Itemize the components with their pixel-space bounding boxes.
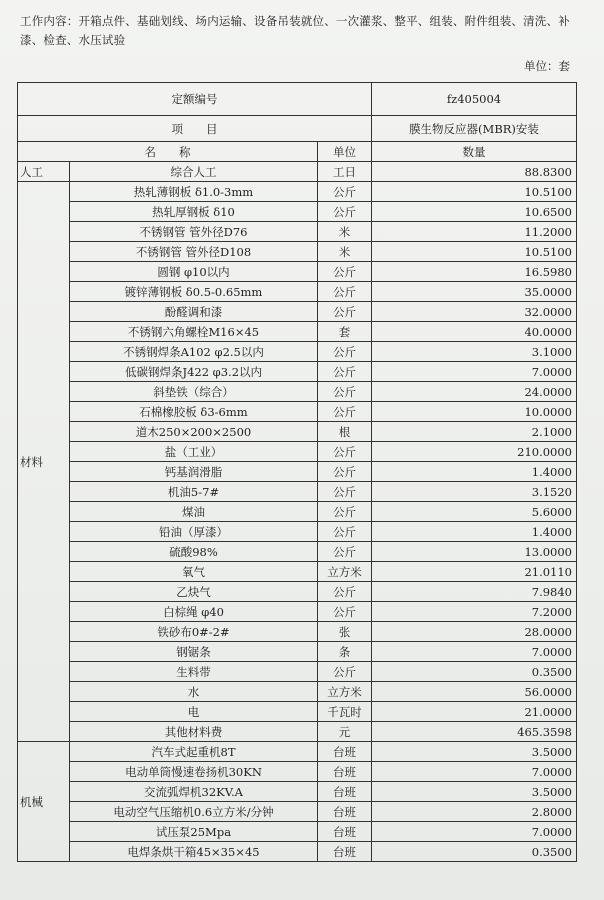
row-unit: 套 xyxy=(318,322,372,342)
row-name: 不锈钢管 管外径D76 xyxy=(70,222,318,242)
row-unit: 千瓦时 xyxy=(318,702,372,722)
column-header-name: 名 称 xyxy=(18,142,318,162)
row-unit: 公斤 xyxy=(318,542,372,562)
row-unit: 台班 xyxy=(318,782,372,802)
table-row xyxy=(18,362,577,382)
unit-label: 单位：套 xyxy=(524,59,570,73)
row-name: 热轧薄钢板 δ1.0-3mm xyxy=(70,182,318,202)
row-qty: 0.3500 xyxy=(372,842,577,862)
row-name: 热轧厚钢板 δ10 xyxy=(70,202,318,222)
row-qty: 32.0000 xyxy=(372,302,577,322)
table-row xyxy=(18,242,577,262)
row-unit: 公斤 xyxy=(318,662,372,682)
row-qty: 0.3500 xyxy=(372,662,577,682)
row-qty: 10.0000 xyxy=(372,402,577,422)
column-header-unit: 单位 xyxy=(318,142,372,162)
row-qty: 21.0000 xyxy=(372,702,577,722)
row-unit: 公斤 xyxy=(318,442,372,462)
row-qty: 7.2000 xyxy=(372,602,577,622)
table-row xyxy=(18,502,577,522)
row-name: 电焊条烘干箱45×35×45 xyxy=(70,842,318,862)
category-labor: 人工 xyxy=(18,162,70,182)
row-unit: 台班 xyxy=(318,842,372,862)
row-name: 硫酸98% xyxy=(70,542,318,562)
row-name: 机油5-7# xyxy=(70,482,318,502)
row-qty: 21.0110 xyxy=(372,562,577,582)
row-unit: 根 xyxy=(318,422,372,442)
table-row xyxy=(18,442,577,462)
row-unit: 条 xyxy=(318,642,372,662)
row-qty: 10.5100 xyxy=(372,242,577,262)
row-unit: 公斤 xyxy=(318,482,372,502)
row-qty: 1.4000 xyxy=(372,522,577,542)
item-row xyxy=(18,116,577,142)
table-row xyxy=(18,622,577,642)
row-name: 盐（工业） xyxy=(70,442,318,462)
row-name: 生料带 xyxy=(70,662,318,682)
table-row xyxy=(18,822,577,842)
row-unit: 公斤 xyxy=(318,502,372,522)
table-row xyxy=(18,542,577,562)
row-qty: 2.8000 xyxy=(372,802,577,822)
row-unit: 米 xyxy=(318,222,372,242)
row-name: 乙炔气 xyxy=(70,582,318,602)
row-unit: 台班 xyxy=(318,762,372,782)
row-unit: 公斤 xyxy=(318,522,372,542)
table-row xyxy=(18,302,577,322)
work-content-text: 工作内容：开箱点件、基础划线、场内运输、设备吊装就位、一次灌浆、整平、组装、附件组装、清洗、补漆、检查、水压试验 xyxy=(20,14,570,47)
row-name: 白棕绳 φ40 xyxy=(70,602,318,622)
row-unit: 立方米 xyxy=(318,562,372,582)
row-name: 不锈钢管 管外径D108 xyxy=(70,242,318,262)
row-name: 电 xyxy=(70,702,318,722)
quota-number-value: fz405004 xyxy=(372,83,577,116)
row-name: 低碳钢焊条J422 φ3.2以内 xyxy=(70,362,318,382)
table-row xyxy=(18,402,577,422)
row-unit: 台班 xyxy=(318,822,372,842)
row-qty: 210.0000 xyxy=(372,442,577,462)
table-row xyxy=(18,202,577,222)
row-unit: 公斤 xyxy=(318,202,372,222)
row-name: 其他材料费 xyxy=(70,722,318,742)
row-unit: 米 xyxy=(318,242,372,262)
table-row xyxy=(18,682,577,702)
quota-table xyxy=(17,82,577,862)
row-unit: 元 xyxy=(318,722,372,742)
quota-number-label: 定额编号 xyxy=(18,83,372,116)
table-row xyxy=(18,262,577,282)
row-name: 钢锯条 xyxy=(70,642,318,662)
item-value: 膜生物反应器(MBR)安装 xyxy=(372,116,577,142)
row-unit: 公斤 xyxy=(318,262,372,282)
table-row xyxy=(18,382,577,402)
row-unit: 公斤 xyxy=(318,342,372,362)
table-row xyxy=(18,782,577,802)
row-name: 煤油 xyxy=(70,502,318,522)
row-name: 铅油（厚漆） xyxy=(70,522,318,542)
row-unit: 台班 xyxy=(318,802,372,822)
row-qty: 3.1520 xyxy=(372,482,577,502)
row-name: 斜垫铁（综合） xyxy=(70,382,318,402)
table-row xyxy=(18,642,577,662)
row-qty: 7.0000 xyxy=(372,642,577,662)
row-qty: 10.5100 xyxy=(372,182,577,202)
column-header-row xyxy=(18,142,577,162)
row-name: 石棉橡胶板 δ3-6mm xyxy=(70,402,318,422)
row-qty: 7.9840 xyxy=(372,582,577,602)
row-name: 试压泵25Mpa xyxy=(70,822,318,842)
table-row xyxy=(18,342,577,362)
row-unit: 公斤 xyxy=(318,302,372,322)
column-header-qty: 数量 xyxy=(372,142,577,162)
row-name: 电动单筒慢速卷扬机30KN xyxy=(70,762,318,782)
quota-row xyxy=(18,83,577,116)
row-unit: 公斤 xyxy=(318,602,372,622)
row-unit: 公斤 xyxy=(318,582,372,602)
row-qty: 56.0000 xyxy=(372,682,577,702)
row-name: 综合人工 xyxy=(70,162,318,182)
item-label: 项 目 xyxy=(18,116,372,142)
row-name: 不锈钢六角螺栓M16×45 xyxy=(70,322,318,342)
row-qty: 16.5980 xyxy=(372,262,577,282)
row-name: 钙基润滑脂 xyxy=(70,462,318,482)
row-qty: 28.0000 xyxy=(372,622,577,642)
table-row xyxy=(18,662,577,682)
table-row xyxy=(18,462,577,482)
row-qty: 3.5000 xyxy=(372,742,577,762)
row-unit: 台班 xyxy=(318,742,372,762)
table-row xyxy=(18,322,577,342)
table-row xyxy=(18,702,577,722)
row-qty: 11.2000 xyxy=(372,222,577,242)
row-name: 铁砂布0#-2# xyxy=(70,622,318,642)
row-unit: 公斤 xyxy=(318,282,372,302)
table-row xyxy=(18,522,577,542)
row-name: 不锈钢焊条A102 φ2.5以内 xyxy=(70,342,318,362)
row-qty: 35.0000 xyxy=(372,282,577,302)
row-qty: 7.0000 xyxy=(372,362,577,382)
row-qty: 5.6000 xyxy=(372,502,577,522)
table-row xyxy=(18,722,577,742)
row-qty: 40.0000 xyxy=(372,322,577,342)
row-unit: 公斤 xyxy=(318,382,372,402)
row-qty: 465.3598 xyxy=(372,722,577,742)
table-row xyxy=(18,562,577,582)
row-name: 氧气 xyxy=(70,562,318,582)
table-row xyxy=(18,802,577,822)
row-name: 电动空气压缩机0.6立方米/分钟 xyxy=(70,802,318,822)
row-unit: 工日 xyxy=(318,162,372,182)
row-unit: 公斤 xyxy=(318,182,372,202)
row-name: 镀锌薄钢板 δ0.5-0.65mm xyxy=(70,282,318,302)
table-row xyxy=(18,422,577,442)
row-name: 酚醛调和漆 xyxy=(70,302,318,322)
table-row xyxy=(18,482,577,502)
row-name: 圆钢 φ10以内 xyxy=(70,262,318,282)
row-qty: 2.1000 xyxy=(372,422,577,442)
category-materials: 材料 xyxy=(18,182,70,742)
row-qty: 7.0000 xyxy=(372,762,577,782)
row-name: 交流弧焊机32KV.A xyxy=(70,782,318,802)
table-row xyxy=(18,282,577,302)
row-qty: 13.0000 xyxy=(372,542,577,562)
row-unit: 立方米 xyxy=(318,682,372,702)
row-name: 汽车式起重机8T xyxy=(70,742,318,762)
row-unit: 张 xyxy=(318,622,372,642)
table-row xyxy=(18,602,577,622)
table-row xyxy=(18,842,577,862)
row-qty: 88.8300 xyxy=(372,162,577,182)
table-row xyxy=(18,162,577,182)
table-row xyxy=(18,182,577,202)
row-unit: 公斤 xyxy=(318,462,372,482)
table-row xyxy=(18,762,577,782)
row-qty: 7.0000 xyxy=(372,822,577,842)
table-row xyxy=(18,582,577,602)
row-qty: 24.0000 xyxy=(372,382,577,402)
category-machinery: 机械 xyxy=(18,742,70,862)
row-name: 道木250×200×2500 xyxy=(70,422,318,442)
table-row xyxy=(18,742,577,762)
row-qty: 3.5000 xyxy=(372,782,577,802)
row-name: 水 xyxy=(70,682,318,702)
row-unit: 公斤 xyxy=(318,402,372,422)
row-qty: 3.1000 xyxy=(372,342,577,362)
table-row xyxy=(18,222,577,242)
row-qty: 10.6500 xyxy=(372,202,577,222)
row-qty: 1.4000 xyxy=(372,462,577,482)
row-unit: 公斤 xyxy=(318,362,372,382)
